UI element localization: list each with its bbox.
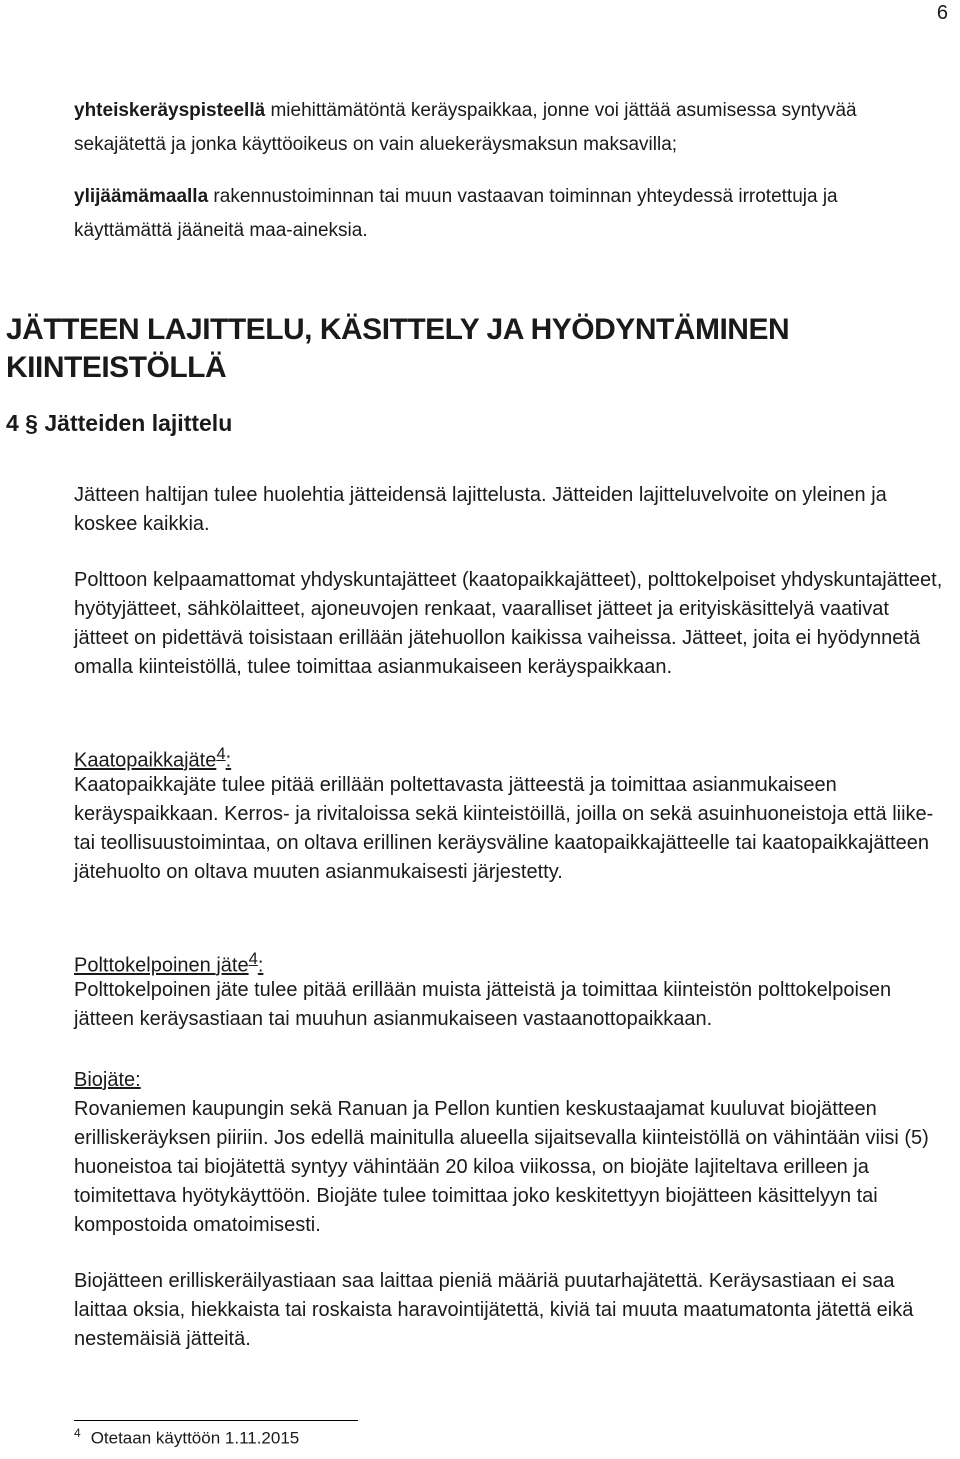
section-heading [6, 410, 232, 437]
definition-yhteiskerayspiste [74, 94, 934, 162]
footnote-divider [74, 1420, 358, 1421]
page-number: 6 [936, 2, 948, 24]
footnote-ref: 4 [248, 949, 258, 968]
subheading-text: Polttokelpoinen jäte [74, 954, 249, 977]
definition-text: miehittämätöntä keräyspaikkaa, jonne voi jättää asumisessa syntyvää sekajätettä ja jonka käyttöoikeus on vain aluekeräysmaksun maksavilla; [74, 100, 857, 155]
paragraph-biojate: Rovaniemen kaupungin sekä Ranuan ja Pellon kuntien keskustaajamat kuuluvat biojätteen erilliskeräyksen piiriin. Jos edellä mainitulla alueella sijaitsevalla kiinteistöllä on vähintään viisi (5) huoneistoa tai biojätettä syntyy vähintään 20 kiloa viikossa, on biojäte lajiteltava erilleen ja toimitettava hyötykäyttöön. Biojäte tulee toimittaa joko keskitettyyn biojätteen käsittelyyn tai kompostoida omatoimisesti. [74, 1098, 929, 1236]
paragraph-sorting-obligation: Jätteen haltijan tulee huolehtia jätteidensä lajittelusta. Jätteiden lajitteluvelvoite on yleinen ja koskee kaikkia. [74, 484, 887, 535]
definition-term: ylijäämämaalla [74, 186, 209, 207]
paragraph-polttokelpoinen: Polttokelpoinen jäte tulee pitää erillään muista jätteistä ja toimittaa kiinteistön polttokelpoisen jätteen keräysastiaan tai muuhun asianmukaiseen vastaanottopaikkaan. [74, 979, 892, 1030]
subheading-text: Biojäte: [74, 1069, 141, 1091]
paragraph-kaatopaikkajate: Kaatopaikkajäte tulee pitää erillään poltettavasta jätteestä ja toimittaa asianmukaiseen keräyspaikkaan. Kerros- ja rivitaloissa sekä kiinteistöillä, joilla on sekä asuinhuoneistoja että liike- tai teollisuustoimintaa, on oltava erillinen keräysväline kaatopaikkajätteelle tai kaatopaikkajätteen jätehuolto on oltava muuten asianmukaisesti järjestetty. [74, 774, 934, 883]
footnote-mark: 4 [74, 1426, 81, 1440]
definition-text: rakennustoiminnan tai muun vastaavan toiminnan yhteydessä irrotettuja ja käyttämättä jääneitä maa-aineksia. [74, 186, 838, 241]
section-number: 4 § [6, 410, 38, 436]
paragraph-biojate-keraily: Biojätteen erilliskeräilyastiaan saa laittaa pieniä määriä puutarhajätettä. Keräysastiaan ei saa laittaa oksia, hiekkaista tai roskaista haravointijätettä, kiviä tai muuta maatumatonta jätettä eikä nestemäisiä jätteitä. [74, 1270, 914, 1350]
definition-term: yhteiskeräyspisteellä [74, 100, 266, 121]
subheading-biojate [74, 1066, 946, 1095]
chapter-heading: JÄTTEEN LAJITTELU, KÄSITTELY JA HYÖDYNTÄMINEN KIINTEISTÖLLÄ [6, 313, 790, 384]
definition-ylijaamamaa [74, 180, 934, 248]
subheading-colon: : [257, 954, 264, 977]
footnote [74, 1426, 299, 1449]
footnote-ref: 4 [216, 744, 226, 763]
subheading-text: Kaatopaikkajäte [74, 749, 217, 772]
subheading-colon: : [225, 749, 232, 772]
paragraph-waste-separation: Polttoon kelpaamattomat yhdyskuntajätteet (kaatopaikkajätteet), polttokelpoiset yhdyskuntajätteet, hyötyjätteet, sähkölaitteet, ajoneuvojen renkaat, vaaralliset jätteet ja erityiskäsittelyä vaativat jätteet on pidettävä toisistaan erillään jätehuollon kaikissa vaiheissa. Jätteet, joita ei hyödynnetä omalla kiinteistöllä, tulee toimittaa asianmukaiseen keräyspaikkaan. [74, 569, 943, 678]
section-title: Jätteiden lajittelu [44, 410, 233, 436]
footnote-text: Otetaan käyttöön 1.11.2015 [90, 1428, 300, 1448]
